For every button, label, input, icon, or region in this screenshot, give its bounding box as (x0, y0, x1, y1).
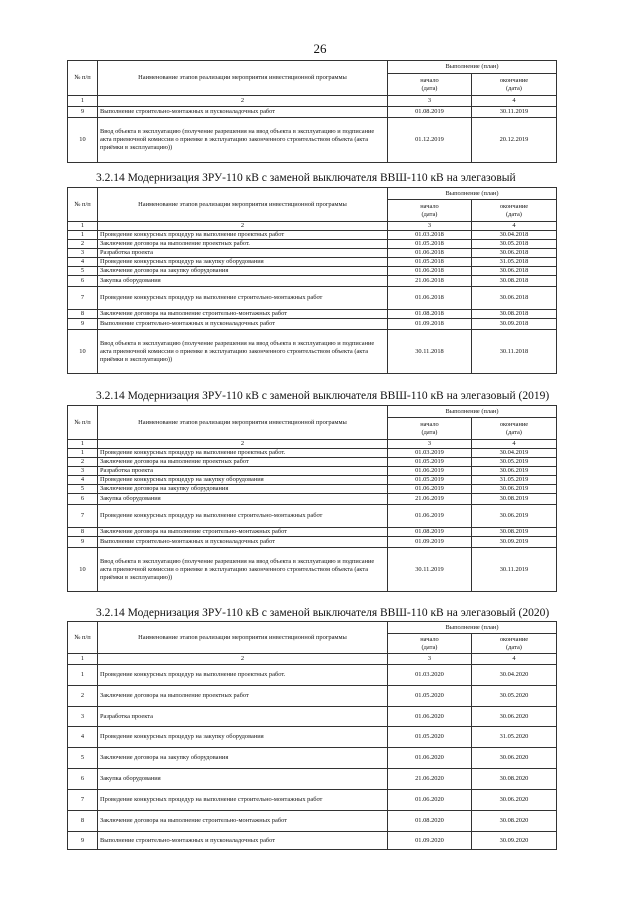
header-col-3: 3 (388, 654, 472, 665)
row-start-date: 01.09.2019 (388, 537, 472, 548)
table-row (68, 449, 557, 458)
row-end-date: 30.06.2019 (472, 485, 557, 494)
header-end: окончание (дата) (472, 200, 557, 222)
row-stage-name: Ввод объекта в эксплуатацию (получение разрешения на ввод объекта в эксплуатацию и подписание акта приемочной комиссии о приемке в эксплуатацию законченного строительством объекта (акта приёмки в эксплуатацию)) (98, 330, 388, 374)
row-end-date: 30.08.2018 (472, 310, 557, 319)
row-number: 2 (68, 686, 98, 707)
header-execution: Выполнение (план) (388, 61, 557, 74)
table-row (68, 665, 557, 686)
row-end-date: 30.05.2020 (472, 686, 557, 707)
row-end-date: 30.06.2019 (472, 467, 557, 476)
row-number: 5 (68, 267, 98, 276)
row-number: 6 (68, 276, 98, 287)
row-start-date: 01.06.2020 (388, 707, 472, 727)
row-number: 3 (68, 249, 98, 258)
row-stage-name: Заключение договора на закупку оборудования (98, 748, 388, 769)
row-end-date: 30.11.2018 (472, 330, 557, 374)
row-number: 6 (68, 494, 98, 505)
table-row (68, 319, 557, 330)
table-row (68, 811, 557, 832)
row-start-date: 01.09.2020 (388, 832, 472, 850)
row-stage-name: Выполнение строительно-монтажных и пусконаладочных работ (98, 319, 388, 330)
row-stage-name: Разработка проекта (98, 707, 388, 727)
row-stage-name: Проведение конкурсных процедур на выполнение строительно-монтажных работ (98, 790, 388, 811)
row-end-date: 30.06.2018 (472, 287, 557, 310)
table-row (68, 240, 557, 249)
row-end-date: 30.08.2018 (472, 276, 557, 287)
row-start-date: 01.05.2019 (388, 476, 472, 485)
table-row (68, 458, 557, 467)
row-stage-name: Заключение договора на выполнение строительно-монтажных работ (98, 811, 388, 832)
section-title: 3.2.14 Модернизация ЗРУ-110 кВ с заменой выключателя ВВШ-110 кВ на элегазовый (2019) (96, 390, 550, 402)
row-number: 3 (68, 707, 98, 727)
row-stage-name: Закупка оборудования (98, 494, 388, 505)
table-row (68, 258, 557, 267)
table-row (68, 249, 557, 258)
row-start-date: 01.06.2018 (388, 267, 472, 276)
row-start-date: 01.06.2018 (388, 287, 472, 310)
row-number: 8 (68, 528, 98, 537)
table-row (68, 310, 557, 319)
row-end-date: 30.04.2018 (472, 231, 557, 240)
header-num: № п/п (68, 406, 98, 440)
row-stage-name: Проведение конкурсных процедур на закупку оборудования (98, 258, 388, 267)
row-stage-name: Проведение конкурсных процедур на выполнение проектных работ (98, 231, 388, 240)
row-number: 9 (68, 832, 98, 850)
header-stage-name: Наименование этапов реализации мероприятия инвестиционной программы (98, 188, 388, 222)
header-col-2: 2 (98, 222, 388, 231)
header-end: окончание (дата) (472, 74, 557, 96)
table-row (68, 769, 557, 790)
row-start-date: 01.03.2020 (388, 665, 472, 686)
row-number: 2 (68, 240, 98, 249)
row-start-date: 21.06.2019 (388, 494, 472, 505)
header-col-1: 1 (68, 440, 98, 449)
header-execution: Выполнение (план) (388, 188, 557, 200)
row-start-date: 01.06.2019 (388, 485, 472, 494)
row-end-date: 30.06.2020 (472, 748, 557, 769)
header-col-4: 4 (472, 654, 557, 665)
table-row (68, 330, 557, 374)
header-num: № п/п (68, 622, 98, 654)
row-stage-name: Выполнение строительно-монтажных и пусконаладочных работ (98, 832, 388, 850)
row-start-date: 01.08.2019 (388, 528, 472, 537)
header-col-2: 2 (98, 654, 388, 665)
header-col-4: 4 (472, 440, 557, 449)
row-number: 7 (68, 505, 98, 528)
header-col-3: 3 (388, 440, 472, 449)
header-execution: Выполнение (план) (388, 406, 557, 418)
row-number: 2 (68, 458, 98, 467)
table-row (68, 467, 557, 476)
row-end-date: 30.06.2020 (472, 707, 557, 727)
row-end-date: 30.05.2019 (472, 458, 557, 467)
row-start-date: 01.06.2019 (388, 467, 472, 476)
row-start-date: 01.06.2018 (388, 249, 472, 258)
page-number: 26 (313, 41, 327, 56)
header-end: окончание (дата) (472, 418, 557, 440)
row-start-date: 30.11.2019 (388, 548, 472, 592)
row-end-date: 31.05.2019 (472, 476, 557, 485)
table-row (68, 287, 557, 310)
section-title: 3.2.14 Модернизация ЗРУ-110 кВ с заменой выключателя ВВШ-110 кВ на элегазовый (2020) (96, 607, 550, 619)
header-stage-name: Наименование этапов реализации мероприятия инвестиционной программы (98, 622, 388, 654)
row-start-date: 21.06.2020 (388, 769, 472, 790)
header-end: окончание (дата) (472, 634, 557, 654)
row-end-date: 30.09.2020 (472, 832, 557, 850)
row-start-date: 01.06.2020 (388, 748, 472, 769)
row-stage-name: Заключение договора на выполнение строительно-монтажных работ (98, 528, 388, 537)
row-end-date: 30.05.2018 (472, 240, 557, 249)
schedule-table-2018 (67, 187, 557, 374)
header-col-4: 4 (472, 222, 557, 231)
header-col-3: 3 (388, 96, 472, 107)
header-start: начало (дата) (388, 634, 472, 654)
section-title: 3.2.14 Модернизация ЗРУ-110 кВ с заменой выключателя ВВШ-110 кВ на элегазовый (96, 172, 516, 184)
row-stage-name: Проведение конкурсных процедур на закупку оборудования (98, 727, 388, 748)
header-col-2: 2 (98, 440, 388, 449)
row-number: 4 (68, 258, 98, 267)
row-number: 7 (68, 287, 98, 310)
table-row (68, 790, 557, 811)
schedule-table-continued (67, 60, 557, 163)
row-end-date: 30.04.2020 (472, 665, 557, 686)
header-col-1: 1 (68, 222, 98, 231)
row-end-date: 30.04.2019 (472, 449, 557, 458)
table-row (68, 276, 557, 287)
row-start-date: 01.06.2019 (388, 505, 472, 528)
row-stage-name: Разработка проекта (98, 249, 388, 258)
row-stage-name: Заключение договора на закупку оборудования (98, 485, 388, 494)
row-end-date: 30.06.2019 (472, 505, 557, 528)
row-stage-name: Проведение конкурсных процедур на выполнение строительно-монтажных работ (98, 505, 388, 528)
row-end-date: 30.08.2019 (472, 494, 557, 505)
row-number: 5 (68, 748, 98, 769)
row-number: 1 (68, 449, 98, 458)
row-number: 9 (68, 319, 98, 330)
schedule-table-2020 (67, 621, 557, 850)
header-num: № п/п (68, 188, 98, 222)
table-row (68, 686, 557, 707)
row-stage-name: Выполнение строительно-монтажных и пусконаладочных работ (98, 537, 388, 548)
row-start-date: 01.03.2018 (388, 231, 472, 240)
row-end-date: 30.08.2020 (472, 811, 557, 832)
row-stage-name: Заключение договора на выполнение проектных работ (98, 458, 388, 467)
table-row (68, 528, 557, 537)
row-end-date: 31.05.2018 (472, 258, 557, 267)
row-end-date: 30.09.2018 (472, 319, 557, 330)
header-num: № п/п (68, 61, 98, 96)
row-number: 5 (68, 485, 98, 494)
table-row (68, 832, 557, 850)
header-start: начало (дата) (388, 200, 472, 222)
table-row (68, 748, 557, 769)
row-end-date: 30.06.2018 (472, 249, 557, 258)
row-number: 7 (68, 790, 98, 811)
table-row (68, 476, 557, 485)
row-start-date: 01.05.2020 (388, 727, 472, 748)
header-col-2: 2 (98, 96, 388, 107)
row-end-date: 30.09.2019 (472, 537, 557, 548)
row-stage-name: Проведение конкурсных процедур на закупку оборудования (98, 476, 388, 485)
header-stage-name: Наименование этапов реализации мероприятия инвестиционной программы (98, 406, 388, 440)
row-stage-name: Разработка проекта (98, 467, 388, 476)
row-number: 4 (68, 727, 98, 748)
row-end-date: 31.05.2020 (472, 727, 557, 748)
row-start-date: 21.06.2018 (388, 276, 472, 287)
row-stage-name: Закупка оборудования (98, 276, 388, 287)
header-col-4: 4 (472, 96, 557, 107)
row-start-date: 30.11.2018 (388, 330, 472, 374)
schedule-table-2019 (67, 405, 557, 592)
header-col-3: 3 (388, 222, 472, 231)
row-number: 3 (68, 467, 98, 476)
row-number: 1 (68, 231, 98, 240)
row-number: 6 (68, 769, 98, 790)
row-number: 4 (68, 476, 98, 485)
header-stage-name: Наименование этапов реализации мероприятия инвестиционной программы (98, 61, 388, 96)
row-number: 8 (68, 811, 98, 832)
row-end-date: 30.06.2020 (472, 790, 557, 811)
row-start-date: 01.08.2018 (388, 310, 472, 319)
table-row (68, 727, 557, 748)
row-number: 8 (68, 310, 98, 319)
row-number: 10 (68, 330, 98, 374)
table-row (68, 505, 557, 528)
header-col-1: 1 (68, 654, 98, 665)
row-end-date: 30.06.2018 (472, 267, 557, 276)
row-end-date: 30.11.2019 (472, 548, 557, 592)
row-start-date: 01.05.2018 (388, 240, 472, 249)
row-stage-name: Заключение договора на выполнение проектных работ (98, 686, 388, 707)
table-row (68, 231, 557, 240)
row-stage-name: Заключение договора на выполнение проектных работ. (98, 240, 388, 249)
table-row (68, 267, 557, 276)
row-stage-name: Проведение конкурсных процедур на выполнение проектных работ. (98, 449, 388, 458)
row-stage-name: Заключение договора на закупку оборудования (98, 267, 388, 276)
row-stage-name: Проведение конкурсных процедур на выполнение проектных работ. (98, 665, 388, 686)
row-stage-name: Закупка оборудования (98, 769, 388, 790)
row-end-date: 30.08.2019 (472, 528, 557, 537)
row-start-date: 01.06.2020 (388, 790, 472, 811)
row-start-date: 01.03.2019 (388, 449, 472, 458)
row-start-date: 01.05.2018 (388, 258, 472, 267)
row-number: 1 (68, 665, 98, 686)
row-start-date: 01.09.2018 (388, 319, 472, 330)
table-row: 10 Ввод объекта в эксплуатацию (получение разрешения на ввод объекта в эксплуатацию и подписание акта приемочной комиссии о приемке в эксплуатацию законченного строительством объекта (акта приёмки в эксплуатацию)) 01.12.2019 20.12.2019 (68, 118, 557, 163)
header-start: начало (дата) (388, 418, 472, 440)
table-row (68, 494, 557, 505)
header-col-1: 1 (68, 96, 98, 107)
table-row (68, 548, 557, 592)
row-start-date: 01.05.2019 (388, 458, 472, 467)
row-start-date: 01.08.2020 (388, 811, 472, 832)
table-row (68, 537, 557, 548)
row-start-date: 01.05.2020 (388, 686, 472, 707)
row-stage-name: Ввод объекта в эксплуатацию (получение разрешения на ввод объекта в эксплуатацию и подписание акта приемочной комиссии о приемке в эксплуатацию законченного строительством объекта (акта приёмки в эксплуатацию)) (98, 548, 388, 592)
table-row (68, 707, 557, 727)
header-execution: Выполнение (план) (388, 622, 557, 634)
row-number: 10 (68, 548, 98, 592)
row-end-date: 30.08.2020 (472, 769, 557, 790)
row-number: 9 (68, 537, 98, 548)
table-row (68, 485, 557, 494)
row-stage-name: Проведение конкурсных процедур на выполнение строительно-монтажных работ (98, 287, 388, 310)
header-start: начало (дата) (388, 74, 472, 96)
table-row: 9 Выполнение строительно-монтажных и пусконаладочных работ 01.08.2019 30.11.2019 (68, 107, 557, 118)
row-stage-name: Заключение договора на выполнение строительно-монтажных работ (98, 310, 388, 319)
